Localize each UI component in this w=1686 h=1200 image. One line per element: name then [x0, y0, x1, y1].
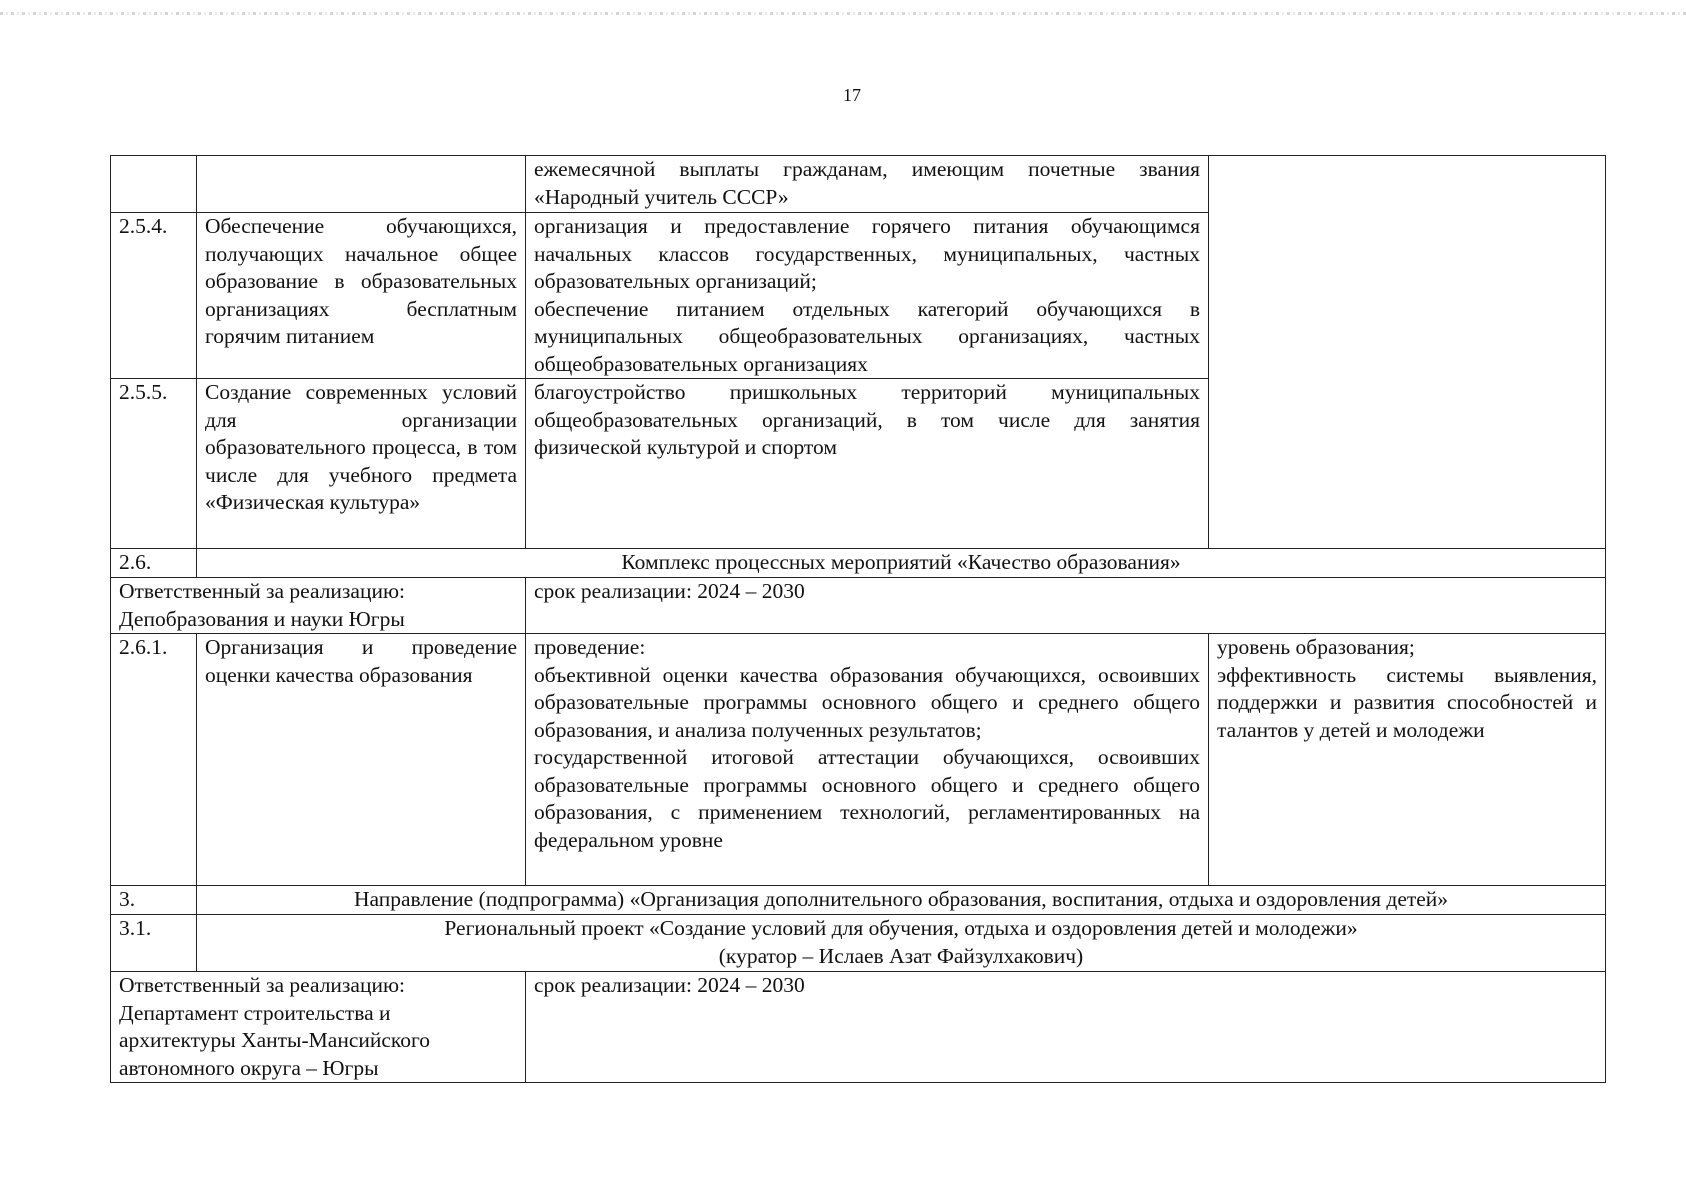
cell-activity-name: Создание современных условий для организации образовательного процесса, в том числе для учебного предмета «Физическая культура»	[197, 379, 526, 549]
cell-name-empty	[197, 156, 526, 213]
table-row-3-1	[111, 915, 1606, 972]
cell-activity: ежемесячной выплаты гражданам, имеющим почетные звания «Народный учитель СССР»	[526, 156, 1209, 213]
cell-activity-description: благоустройство пришкольных территорий муниципальных общеобразовательных организаций, в том числе для занятия физической культурой и спортом	[526, 379, 1209, 549]
cell-num-empty	[111, 156, 197, 213]
program-table	[110, 155, 1606, 1083]
result-paragraph: эффективность системы выявления, поддержки и развития способностей и талантов у детей и молодежи	[1217, 662, 1597, 742]
activity-paragraph: обеспечение питанием отдельных категорий обучающихся в муниципальных общеобразовательных организациях, частных общеобразовательных организациях	[534, 296, 1200, 376]
cell-result	[1209, 634, 1606, 886]
cell-result-empty	[1209, 156, 1606, 549]
cell-row-number: 2.6.	[111, 549, 197, 578]
result-paragraph: уровень образования;	[1217, 635, 1415, 659]
table-row-2-6-1	[111, 634, 1606, 886]
cell-term: срок реализации: 2024 – 2030	[526, 578, 1606, 634]
activity-paragraph: объективной оценки качества образования обучающихся, освоивших образовательные программы основного общего и среднего общего образования, и анализа полученных результатов;	[534, 662, 1200, 742]
responsible-value: Депобразования и науки Югры	[119, 606, 405, 631]
cell-row-number: 2.5.4.	[111, 213, 197, 379]
cell-activity-name: Организация и проведение оценки качества образования	[197, 634, 526, 886]
table-row-continued	[111, 156, 1606, 213]
cell-activity-description	[526, 213, 1209, 379]
cell-row-number: 3.	[111, 886, 197, 915]
project-curator: (куратор – Ислаев Азат Файзулхакович)	[718, 943, 1084, 968]
responsible-label: Ответственный за реализацию:	[119, 579, 406, 603]
table-row-2-6-responsible	[111, 578, 1606, 634]
responsible-label: Ответственный за реализацию:	[119, 973, 406, 997]
activity-paragraph: государственной итоговой аттестации обучающихся, освоивших образовательные программы основного общего и среднего общего образования, с применением технологий, регламентированных на федеральном уровне	[534, 745, 1200, 852]
cell-responsible	[111, 972, 526, 1083]
project-title: Региональный проект «Создание условий для обучения, отдыха и оздоровления детей и молодежи»	[444, 916, 1358, 940]
table-row-2-6	[111, 549, 1606, 578]
document-table-wrapper	[110, 155, 1605, 1083]
cell-row-number: 2.5.5.	[111, 379, 197, 549]
cell-activity-description	[526, 634, 1209, 886]
table-row-3	[111, 886, 1606, 915]
page-number: 17	[843, 85, 861, 105]
cell-term: срок реализации: 2024 – 2030	[526, 972, 1606, 1083]
cell-section-title: Комплекс процессных мероприятий «Качество образования»	[197, 549, 1606, 578]
scan-edge-artifact	[0, 12, 1686, 15]
cell-row-number: 3.1.	[111, 915, 197, 972]
cell-responsible	[111, 578, 526, 634]
cell-activity-name: Обеспечение обучающихся, получающих начальное общее образование в образовательных организациях бесплатным горячим питанием	[197, 213, 526, 379]
responsible-value: Департамент строительства и архитектуры Ханты-Мансийского автономного округа – Югры	[119, 1000, 431, 1080]
cell-row-number: 2.6.1.	[111, 634, 197, 886]
activity-paragraph: проведение:	[534, 635, 646, 659]
activity-paragraph: организация и предоставление горячего питания обучающимся начальных классов государственных, муниципальных, частных образовательных организаций;	[534, 214, 1200, 293]
table-row-3-1-responsible	[111, 972, 1606, 1083]
cell-project-title	[197, 915, 1606, 972]
cell-section-title: Направление (подпрограмма) «Организация дополнительного образования, воспитания, отдыха и оздоровления детей»	[197, 886, 1606, 915]
